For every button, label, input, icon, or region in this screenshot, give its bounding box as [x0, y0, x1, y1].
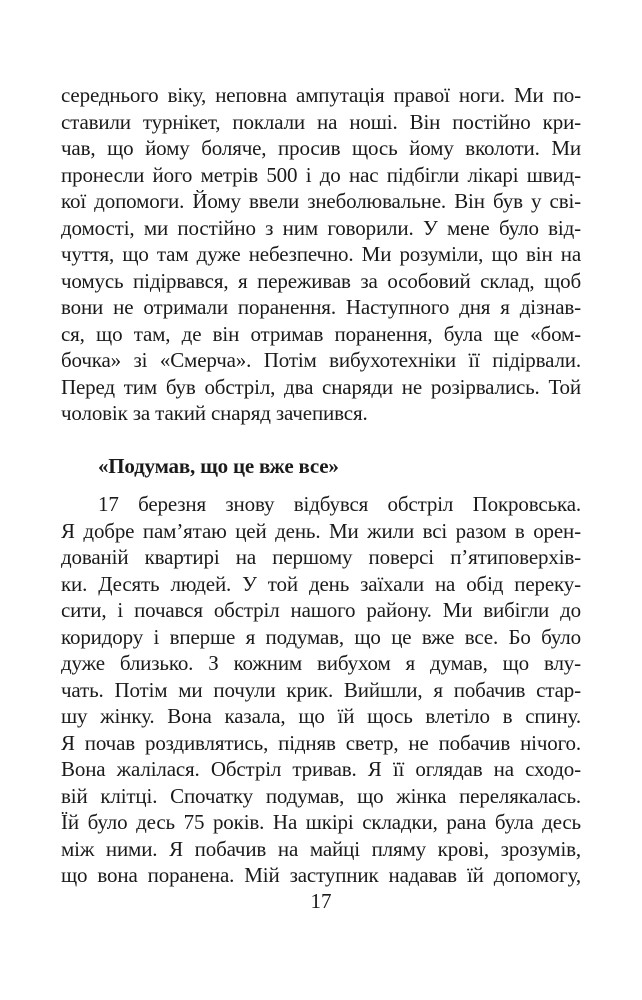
text-line: між ними. Я побачив на майці пляму крові, зрозумів,	[61, 836, 581, 861]
text-line: чомусь підірвався, я переживав за особовий склад, щоб	[61, 268, 581, 293]
text-line: Я почав роздивлятись, підняв светр, не побачив нічого.	[61, 730, 581, 755]
text-line: ки. Десять людей. У той день заїхали на обід переку-	[61, 571, 581, 596]
text-line: бочка» зі «Смерча». Потім вибухотехніки її підірвали.	[61, 348, 581, 372]
page-number: 17	[310, 889, 332, 913]
text-line: сити, і почався обстріл нашого району. Ми вибігли до	[61, 598, 581, 622]
section-heading: «Подумав, що це вже все»	[98, 454, 339, 478]
text-line: 17 березня знову відбувся обстріл Покровська.	[98, 492, 581, 516]
paragraph-1	[61, 82, 581, 427]
text-line: Я добре пам’ятаю цей день. Ми жили всі разом в орен-	[61, 518, 581, 543]
text-line: пронесли його метрів 500 і до нас підбігли лікарі швид-	[61, 162, 581, 187]
text-line: чоловік за такий снаряд зачепився.	[61, 401, 368, 425]
text-line: дованій квартирі на першому поверсі п’ятиповерхів-	[61, 545, 581, 569]
text-line: середнього віку, неповна ампутація правої ноги. Ми по-	[61, 83, 581, 107]
text-line: коридору і вперше я подумав, що це вже все. Бо було	[61, 624, 581, 649]
text-line: Вона жалілася. Обстріл тривав. Я її оглядав на сходо-	[61, 757, 581, 781]
text-line: ся, що там, де він отримав поранення, була ще «бом-	[61, 321, 581, 346]
text-line: чуття, що там дуже небезпечно. Ми розуміли, що він на	[61, 242, 581, 266]
text-line: Перед тим був обстріл, два снаряди не розірвались. Той	[61, 374, 581, 399]
text-line: кої допомоги. Йому ввели знеболювальне. Він був у сві-	[61, 189, 581, 213]
text-line: вій клітці. Спочатку подумав, що жінка перелякалась.	[61, 783, 581, 808]
text-line: вони не отримали поранення. Наступного дня я дізнав-	[61, 295, 581, 319]
text-line: чать. Потім ми почули крик. Вийшли, я побачив стар-	[61, 677, 581, 702]
text-line: дуже близько. З кожним вибухом я думав, що влу-	[61, 651, 581, 675]
text-line: ставили турнікет, поклали на ноші. Він постійно кри-	[61, 109, 581, 134]
paragraph-2	[61, 491, 581, 889]
text-line: чав, що йому боляче, просив щось йому вколоти. Ми	[61, 136, 581, 160]
text-line: домості, ми постійно з ним говорили. У мене було від-	[61, 215, 581, 240]
text-line: шу жінку. Вона казала, що їй щось влетіло в спину.	[61, 704, 581, 728]
text-line: Їй було десь 75 років. На шкірі складки, рана була десь	[61, 810, 581, 834]
text-line: що вона поранена. Мій заступник надавав їй допомогу,	[61, 863, 581, 887]
